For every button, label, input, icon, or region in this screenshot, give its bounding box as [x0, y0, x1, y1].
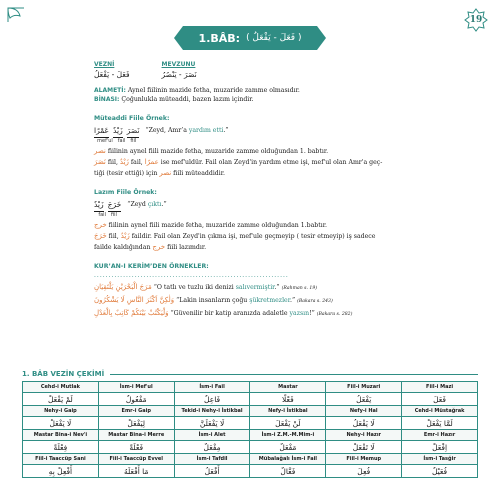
table-row [23, 430, 478, 441]
table-cell-value: فَعْلًا [250, 393, 326, 406]
table-cell-value: فَعْلَةً [98, 441, 174, 454]
vezni-arabic: فَعَلَ - يَفْعَلُ [94, 69, 130, 79]
table-row [23, 382, 478, 393]
binasi-label: BİNASI: [94, 95, 120, 103]
binasi-line [94, 96, 424, 105]
lazim-translation: “Zeyd çıktı.” [127, 200, 167, 208]
alameti-text: Aynel fiilinin mazide fetha, muzaride zamme olmasıdır. [127, 86, 300, 94]
lazim-line-2: خَرَجَ fiil, زَيْدٌ faildir. Fail olan Zeyd'in çıkma işi, mef'ule geçmeyip ( tesir etmeyip) iş sadece [94, 231, 376, 240]
table-cell-header: Nehy-i Hazır [326, 430, 402, 441]
table-row [23, 393, 478, 406]
conjugation-table-title: 1. BÂB VEZİN ÇEKİMİ [22, 370, 105, 378]
mevzunu-label: MEVZUNU [161, 61, 196, 68]
alameti-line [94, 87, 424, 96]
binasi-text: Çoğunlukla müteaddi, bazen lazım içindir. [121, 95, 254, 103]
table-cell-header: Fiil-i Muzari [326, 382, 402, 393]
table-cell-header: Emr-i Gaip [98, 406, 174, 417]
page-number: 19 [464, 8, 488, 32]
table-cell-value: لِيَفْعَلْ [98, 417, 174, 430]
mutaaddi-title: Müteaddi Fiile Örnek: [94, 114, 170, 122]
table-cell-value: لَا تَفْعَلْ [326, 441, 402, 454]
mevzunu-block [162, 61, 197, 81]
table-cell-header: Cehd-i Müstağrak [402, 406, 478, 417]
verse-1: مَرَجَ الْبَحْرَيْنِ يَلْتَقِيَانِ “O tatlı ve tuzlu iki denizi salıvermiştir.” (Rahman s. 19) [94, 283, 318, 292]
table-cell-header: Fiil-i Taaccüp Sani [23, 454, 99, 465]
chapter-title: 1.BÂB: [198, 31, 241, 45]
table-cell-header: Fiil-i Memup [326, 454, 402, 465]
table-row [23, 465, 478, 478]
corner-ornament-left [6, 6, 40, 28]
table-cell-header: Mübalağalı İsm-i Fail [250, 454, 326, 465]
table-cell-value: فَعَلَ [402, 393, 478, 406]
table-cell-header: İsm-i Z.M.-M.Mim-i [250, 430, 326, 441]
table-cell-value: لَا يَفْعَلْ [23, 417, 99, 430]
table-cell-value: مَفْعَلٌ [250, 441, 326, 454]
table-cell-header: Cehd-i Mutlak [23, 382, 99, 393]
table-cell-header: Mastar [250, 382, 326, 393]
table-row [23, 454, 478, 465]
table-cell-header: İsm-i Fail [174, 382, 250, 393]
table-cell-value: مَا أَفْعَلَهُ [98, 465, 174, 478]
chapter-title-banner [183, 26, 318, 50]
table-row [23, 441, 478, 454]
table-cell-value: لَمَّا يَفْعَلْ [402, 417, 478, 430]
verse-3: وَلْيَكْتُبْ بَيْنَكُمْ كَاتِبٌ بِالْعَدْلِ “Güvenilir bir katip aranızda adaletle yazsın!” (Bakara s. 282) [94, 309, 353, 318]
table-cell-value: فِعْلَةً [23, 441, 99, 454]
mevzunu-arabic: نَصَرَ - يَنْصُرُ [161, 69, 197, 79]
kuran-dotted-divider: ................................................................... [94, 271, 289, 279]
mutaaddi-line-3: tiği (tesir ettiği) için نصر fiili müteaddidir. [94, 168, 225, 177]
table-row [23, 417, 478, 430]
mutaaddi-line-1: نصر fiilinin aynel fiili mazide fetha, muzaride zamme olduğundan 1. babtır. [94, 146, 329, 155]
table-cell-value: مَفْعُولٌ [98, 393, 174, 406]
mutaaddi-line-2: نَصَرَ fiil, زَيْدٌ fail, عمرًا ise mef'uldür. Fail olan Zeyd'in yardım etme işi, mef'ul olan Amr'a geç- [94, 157, 383, 166]
table-cell-value: لَا يَفْعَلُ [326, 417, 402, 430]
table-cell-header: İsm-i Mef'ul [98, 382, 174, 393]
kuran-heading: KUR’AN-I KERİM’DEN ÖRNEKLER: [94, 262, 209, 270]
chapter-formula: ( فَعَلَ - يَفْعَلُ ) [246, 33, 302, 43]
vezni-label: VEZNİ [94, 61, 115, 68]
table-cell-header: İsm-i Tafdil [174, 454, 250, 465]
table-cell-header: Tekid-i Nehy-i İstikbal [174, 406, 250, 417]
main-content [94, 60, 424, 319]
mutaaddi-translation: “Zeyd, Amr’a yardım etti.” [145, 126, 229, 134]
table-cell-value: فُعَيْلٌ [402, 465, 478, 478]
table-cell-value: لَمْ يَفْعَلْ [23, 393, 99, 406]
table-cell-header: Nefy-i Hal [326, 406, 402, 417]
table-cell-value: اِفْعَلْ [402, 441, 478, 454]
mutaaddi-glosses: mef'ul fail fiil [97, 138, 137, 145]
table-row [23, 406, 478, 417]
table-cell-header: Emr-i Hazır [402, 430, 478, 441]
lazim-example [94, 200, 424, 220]
table-cell-value: فَاعِلٌ [174, 393, 250, 406]
table-cell-header: Mastar Bina-i Merre [98, 430, 174, 441]
vezn-mevzu-row [94, 61, 424, 81]
verse-2: وَلٰكِنَّ اَكْثَرَ النَّاسِ لَا يَشْكُرُونَ “Lakin insanların çoğu şükretmezler.” (Bakara s. 243) [94, 296, 333, 305]
table-cell-header: Nehy-i Gaip [23, 406, 99, 417]
lazim-line-3: failde kaldığından خرج fiili lazımdır. [94, 242, 207, 251]
table-cell-header: Nefy-i İstikbal [250, 406, 326, 417]
table-cell-header: İsm-i Alet [174, 430, 250, 441]
table-cell-value: لَنْ يَفْعَلَ [250, 417, 326, 430]
table-cell-value: لَا يَفْعَلَنَّ [174, 417, 250, 430]
vezni-block [94, 61, 130, 81]
conjugation-table-section [22, 370, 478, 478]
table-cell-header: Fiil-i Taaccüp Evvel [98, 454, 174, 465]
conjugation-table [22, 381, 478, 478]
table-cell-value: أَفْعِلْ بِهِ [23, 465, 99, 478]
lazim-arabic-sentence: خَرَجَ زَيْدٌ [94, 200, 121, 213]
table-title-rule [110, 374, 478, 375]
mutaaddi-example [94, 126, 424, 146]
table-cell-value: مِفْعَلٌ [174, 441, 250, 454]
table-cell-header: İsm-i Tasğir [402, 454, 478, 465]
mutaaddi-arabic-sentence: نَصَرَ زَيْدٌ عَمْرًا [94, 126, 139, 139]
table-cell-value: يَفْعَلُ [326, 393, 402, 406]
table-cell-header: Fiil-i Mazi [402, 382, 478, 393]
table-cell-value: أَفْعَلُ [174, 465, 250, 478]
table-cell-value: فَعَّالٌ [250, 465, 326, 478]
lazim-title: Lazım Fiile Örnek: [94, 188, 157, 196]
table-cell-value: فُعِلَ [326, 465, 402, 478]
table-cell-header: Mastar Bina-i Nev'i [23, 430, 99, 441]
alameti-label: ALAMETİ: [94, 86, 126, 94]
lazim-line-1: خرج fiilinin aynel fiili mazide fetha, muzaride zamme olduğundan 1.babtır. [94, 220, 327, 229]
lazim-glosses: fail fiil [98, 212, 117, 219]
